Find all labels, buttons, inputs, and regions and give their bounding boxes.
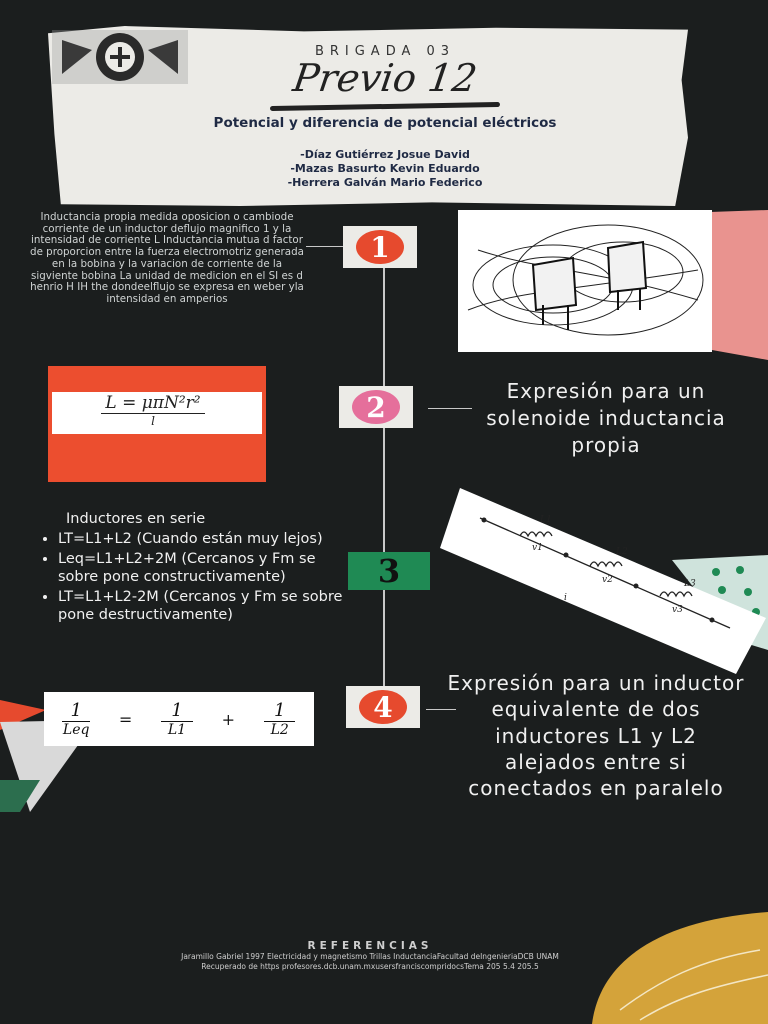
step-number-2: 2 bbox=[352, 390, 400, 424]
step-badge-3 bbox=[348, 552, 430, 590]
series-inductors-diagram bbox=[440, 488, 766, 674]
series-inductors-heading: Inductores en serie bbox=[66, 511, 206, 527]
gold-blob-shape bbox=[592, 912, 768, 1024]
solenoid-formula bbox=[58, 393, 248, 428]
formula-leq-denominator: Leq bbox=[62, 722, 90, 738]
formula-l2-numerator: 1 bbox=[264, 700, 295, 722]
formula-leq-numerator: 1 bbox=[62, 700, 89, 722]
formula-l1-numerator: 1 bbox=[161, 700, 192, 722]
formula-equals-sign: = bbox=[118, 709, 133, 729]
step-badge-1 bbox=[343, 226, 417, 268]
series-inductors-list bbox=[26, 510, 356, 626]
authors-list bbox=[200, 148, 570, 190]
formula-fraction-leq bbox=[62, 700, 89, 738]
references-body: Jaramillo Gabriel 1997 Electricidad y magnetismo Trillas InductanciaFacultad deIngenieriaDCB UNAM Recuperado de https profesores.dcb.unam.mxusersfranciscompridocsTema 205 5.4 205.5 bbox=[181, 952, 559, 971]
formula-l2-denominator: L2 bbox=[270, 722, 289, 738]
references-title: REFERENCIAS bbox=[307, 940, 433, 952]
step-badge-2 bbox=[339, 386, 413, 428]
step-badge-4 bbox=[346, 686, 420, 728]
step-number-3: 3 bbox=[377, 552, 401, 590]
references-section bbox=[160, 940, 580, 971]
formula-l1-denominator: L1 bbox=[167, 722, 187, 738]
solenoid-formula-numerator: L = μπN²r² bbox=[101, 393, 204, 414]
list-item: • LT=L1+L2 (Cuando están muy lejos) bbox=[58, 530, 356, 548]
step-number-4: 4 bbox=[359, 690, 407, 724]
author-2: -Mazas Basurto Kevin Eduardo bbox=[290, 162, 480, 175]
list-item: • Leq=L1+L2+2M (Cercanos y Fm se sobre pone constructivamente) bbox=[58, 550, 356, 586]
diagram-label-i: i bbox=[564, 593, 567, 603]
diagram-label-v2: v2 bbox=[602, 575, 613, 585]
connector-line-1 bbox=[306, 246, 346, 247]
brigada-label: BRIGADA 03 bbox=[314, 44, 456, 59]
parallel-expression-text: Expresión para un inductor equivalente de dos inductores L1 y L2 alejados entre si conectados en paralelo bbox=[447, 671, 745, 801]
solenoid-formula-denominator: l bbox=[151, 414, 155, 428]
author-1: -Díaz Gutiérrez Josue David bbox=[300, 148, 470, 161]
pink-blob-shape bbox=[710, 210, 768, 360]
list-item: • LT=L1+L2-2M (Cercanos y Fm se sobre pone destructivamente) bbox=[58, 588, 356, 624]
author-3: -Herrera Galván Mario Federico bbox=[287, 176, 483, 189]
diagram-label-v3: v3 bbox=[672, 605, 683, 615]
coils-magnetic-field-image bbox=[458, 210, 712, 352]
timeline-line bbox=[383, 252, 385, 712]
diagram-label-v1: v1 bbox=[532, 543, 543, 553]
solenoid-expression-text: Expresión para un solenoide inductancia propia bbox=[486, 379, 726, 457]
formula-plus-sign: + bbox=[221, 709, 236, 729]
diagram-label-l3: L3 bbox=[684, 579, 696, 589]
diagram-label-l1: L1 bbox=[540, 515, 552, 525]
formula-fraction-l2 bbox=[264, 700, 295, 738]
page-title: Previo 12 bbox=[290, 56, 480, 100]
diagram-label-l2: L2 bbox=[616, 547, 628, 557]
inductance-definition-text: Inductancia propia medida oposicion o cambiode corriente de un inductor deflujo magnifico 1 y la intensidad de corriente L Inductancia mutua d factor de proporcion entre la fuerza electromotriz generada en la bobina y la variacion de corriente de la sigviente bobina La unidad de medicion en el SI es d henrio H IH the dondeelflujo se expresa en weber yla intensidad en amperios bbox=[30, 211, 304, 305]
step-number-1: 1 bbox=[356, 230, 404, 264]
formula-fraction-l1 bbox=[161, 700, 192, 738]
page-subtitle: Potencial y diferencia de potencial eléctricos bbox=[213, 115, 557, 131]
university-seal-icon bbox=[52, 30, 188, 84]
parallel-formula bbox=[48, 694, 310, 744]
